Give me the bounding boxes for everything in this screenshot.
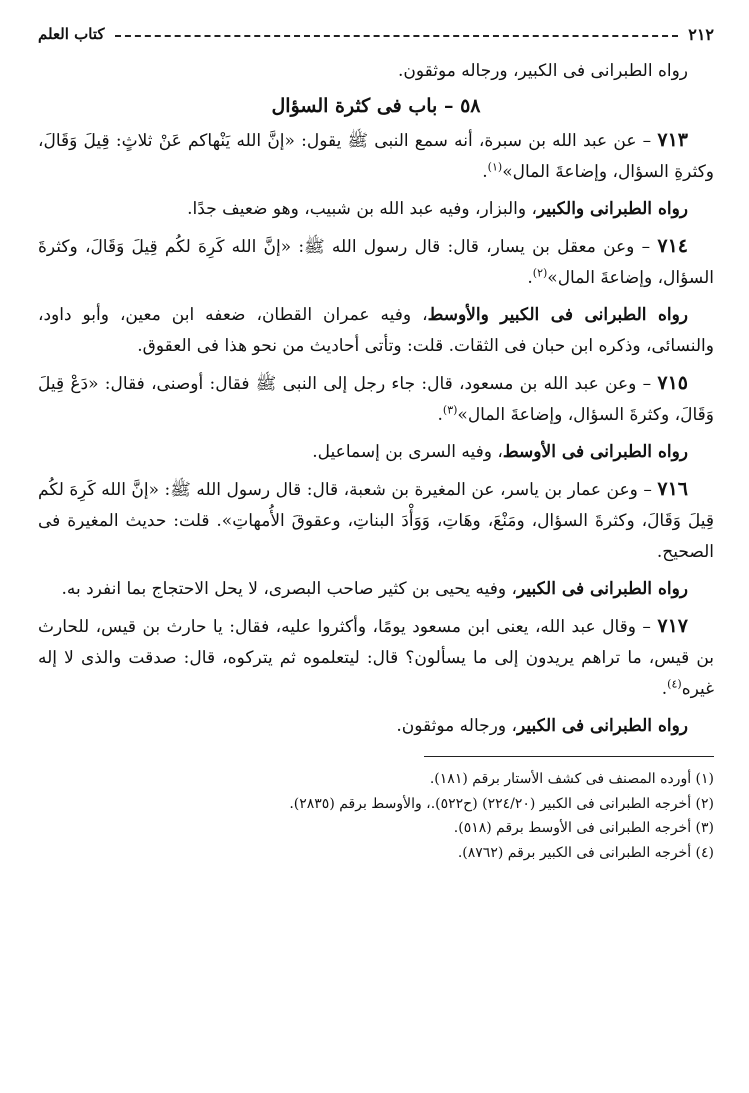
source-713 xyxy=(38,194,714,225)
hadith-717 xyxy=(38,611,714,705)
hadith-number: ٧١٦ xyxy=(657,478,688,500)
hadith-end: . xyxy=(482,162,488,182)
source-715 xyxy=(38,437,714,468)
book-title: كتاب العلم xyxy=(38,25,105,43)
source-rest: ، والبزار، وفيه عبد الله بن شبيب، وهو ضعيف جدًا. xyxy=(187,199,537,219)
footnote-3: (٣) أخرجه الطبرانى فى الأوسط برقم (٥١٨). xyxy=(453,820,714,836)
hadith-end: . xyxy=(527,268,533,288)
source-714 xyxy=(38,300,714,362)
hadith-text: – وعن عمار بن ياسر، عن المغيرة بن شعبة، قال: قال رسول الله ﷺ: «إنَّ الله كَرِهَ لكُم قِيلَ وَقَالَ، وكثرةَ السؤال، ومَنْعَ، وهَاتِ، وَوَأْدَ البناتِ، وعقوقَ الأُمهاتِ». قلت: حديث المغيرة فى الصحيح. xyxy=(38,480,714,562)
footnote-4: (٤) أخرجه الطبرانى فى الكبير برقم (٨٧٦٢). xyxy=(457,844,714,861)
running-header xyxy=(38,22,714,46)
hadith-number: ٧١٧ xyxy=(657,615,688,637)
source-rest: ، وفيه يحيى بن كثير صاحب البصرى، لا يحل الاحتجاج بما انفرد به. xyxy=(61,579,517,599)
footnote-1: (١) أورده المصنف فى كشف الأستار برقم (١٨١). xyxy=(429,771,714,787)
source-rest: ، وفيه عمران القطان، ضعفه ابن معين، وأبو داود، والنسائى، وذكره ابن حبان فى الثقات. قلت: وتأتى أحاديث من نحو هذا فى العقوق. xyxy=(38,305,714,356)
source-bold: رواه الطبرانى فى الأوسط xyxy=(502,442,688,462)
source-717 xyxy=(38,711,714,742)
source-bold: رواه الطبرانى فى الكبير xyxy=(516,579,688,599)
footnote-ref: (١) xyxy=(487,160,503,174)
hadith-713 xyxy=(38,125,714,188)
hadith-715 xyxy=(38,368,714,431)
hadith-end: . xyxy=(437,405,443,425)
footnote-2: (٢) أخرجه الطبرانى فى الكبير (٢٢٤/٢٠) (ح٥٢٢).، والأوسط برقم (٢٨٣٥). xyxy=(289,795,714,812)
footnote-ref: (٤) xyxy=(667,677,682,691)
hadith-number: ٧١٤ xyxy=(657,235,688,257)
page-number: ٢١٢ xyxy=(688,24,714,44)
footnote-ref: (٢) xyxy=(532,266,548,280)
hadith-text: – عن عبد الله بن سبرة، أنه سمع النبى ﷺ يقول: «إنَّ الله يَنْهاكم عَنْ ثلاثٍ: قِيلَ وَقَالَ، وكثرةِ السؤال، وإضاعةَ المال» xyxy=(38,131,714,182)
hadith-text: – وعن معقل بن يسار، قال: قال رسول الله ﷺ: «إنَّ الله كَرِهَ لكُم قِيلَ وَقَالَ، وكثرةَ السؤال، وإضاعةَ المال» xyxy=(38,237,714,288)
hadith-number: ٧١٣ xyxy=(657,129,688,151)
source-bold: رواه الطبرانى والكبير xyxy=(536,199,688,219)
hadith-716 xyxy=(38,474,714,568)
footnote-ref: (٣) xyxy=(442,403,458,417)
intro-text: رواه الطبرانى فى الكبير، ورجاله موثقون. xyxy=(397,61,688,81)
hadith-text: – وعن عبد الله بن مسعود، قال: جاء رجل إلى النبى ﷺ فقال: أوصنى، فقال: «دَعْ قِيلَ وَقَالَ، وكثرةَ السؤال، وإضاعةَ المال» xyxy=(38,374,714,425)
document-page xyxy=(38,22,714,1072)
hadith-number: ٧١٥ xyxy=(657,372,688,394)
hadith-text: – وقال عبد الله، يعنى ابن مسعود يومًا، وأكثروا عليه، فقال: يا حارث بن قيس، للحارث بن قيس، ما تراهم يريدون إلى ما يسألون؟ قال: ليتعلموه ثم يتركوه، قال: صدقت والذى لا إله غيره xyxy=(38,617,714,699)
source-716 xyxy=(38,574,714,605)
source-rest: ، وفيه السرى بن إسماعيل. xyxy=(312,442,503,462)
footnotes xyxy=(38,767,714,865)
hadith-end: . xyxy=(661,679,668,699)
footnote-divider xyxy=(424,756,714,757)
source-rest: ، ورجاله موثقون. xyxy=(396,716,517,736)
source-bold: رواه الطبرانى فى الكبير والأوسط xyxy=(427,305,688,325)
header-rule xyxy=(115,35,679,37)
hadith-714 xyxy=(38,231,714,294)
source-bold: رواه الطبرانى فى الكبير xyxy=(516,716,688,736)
chapter-title: ٥٨ – باب فى كثرة السؤال xyxy=(271,95,481,117)
